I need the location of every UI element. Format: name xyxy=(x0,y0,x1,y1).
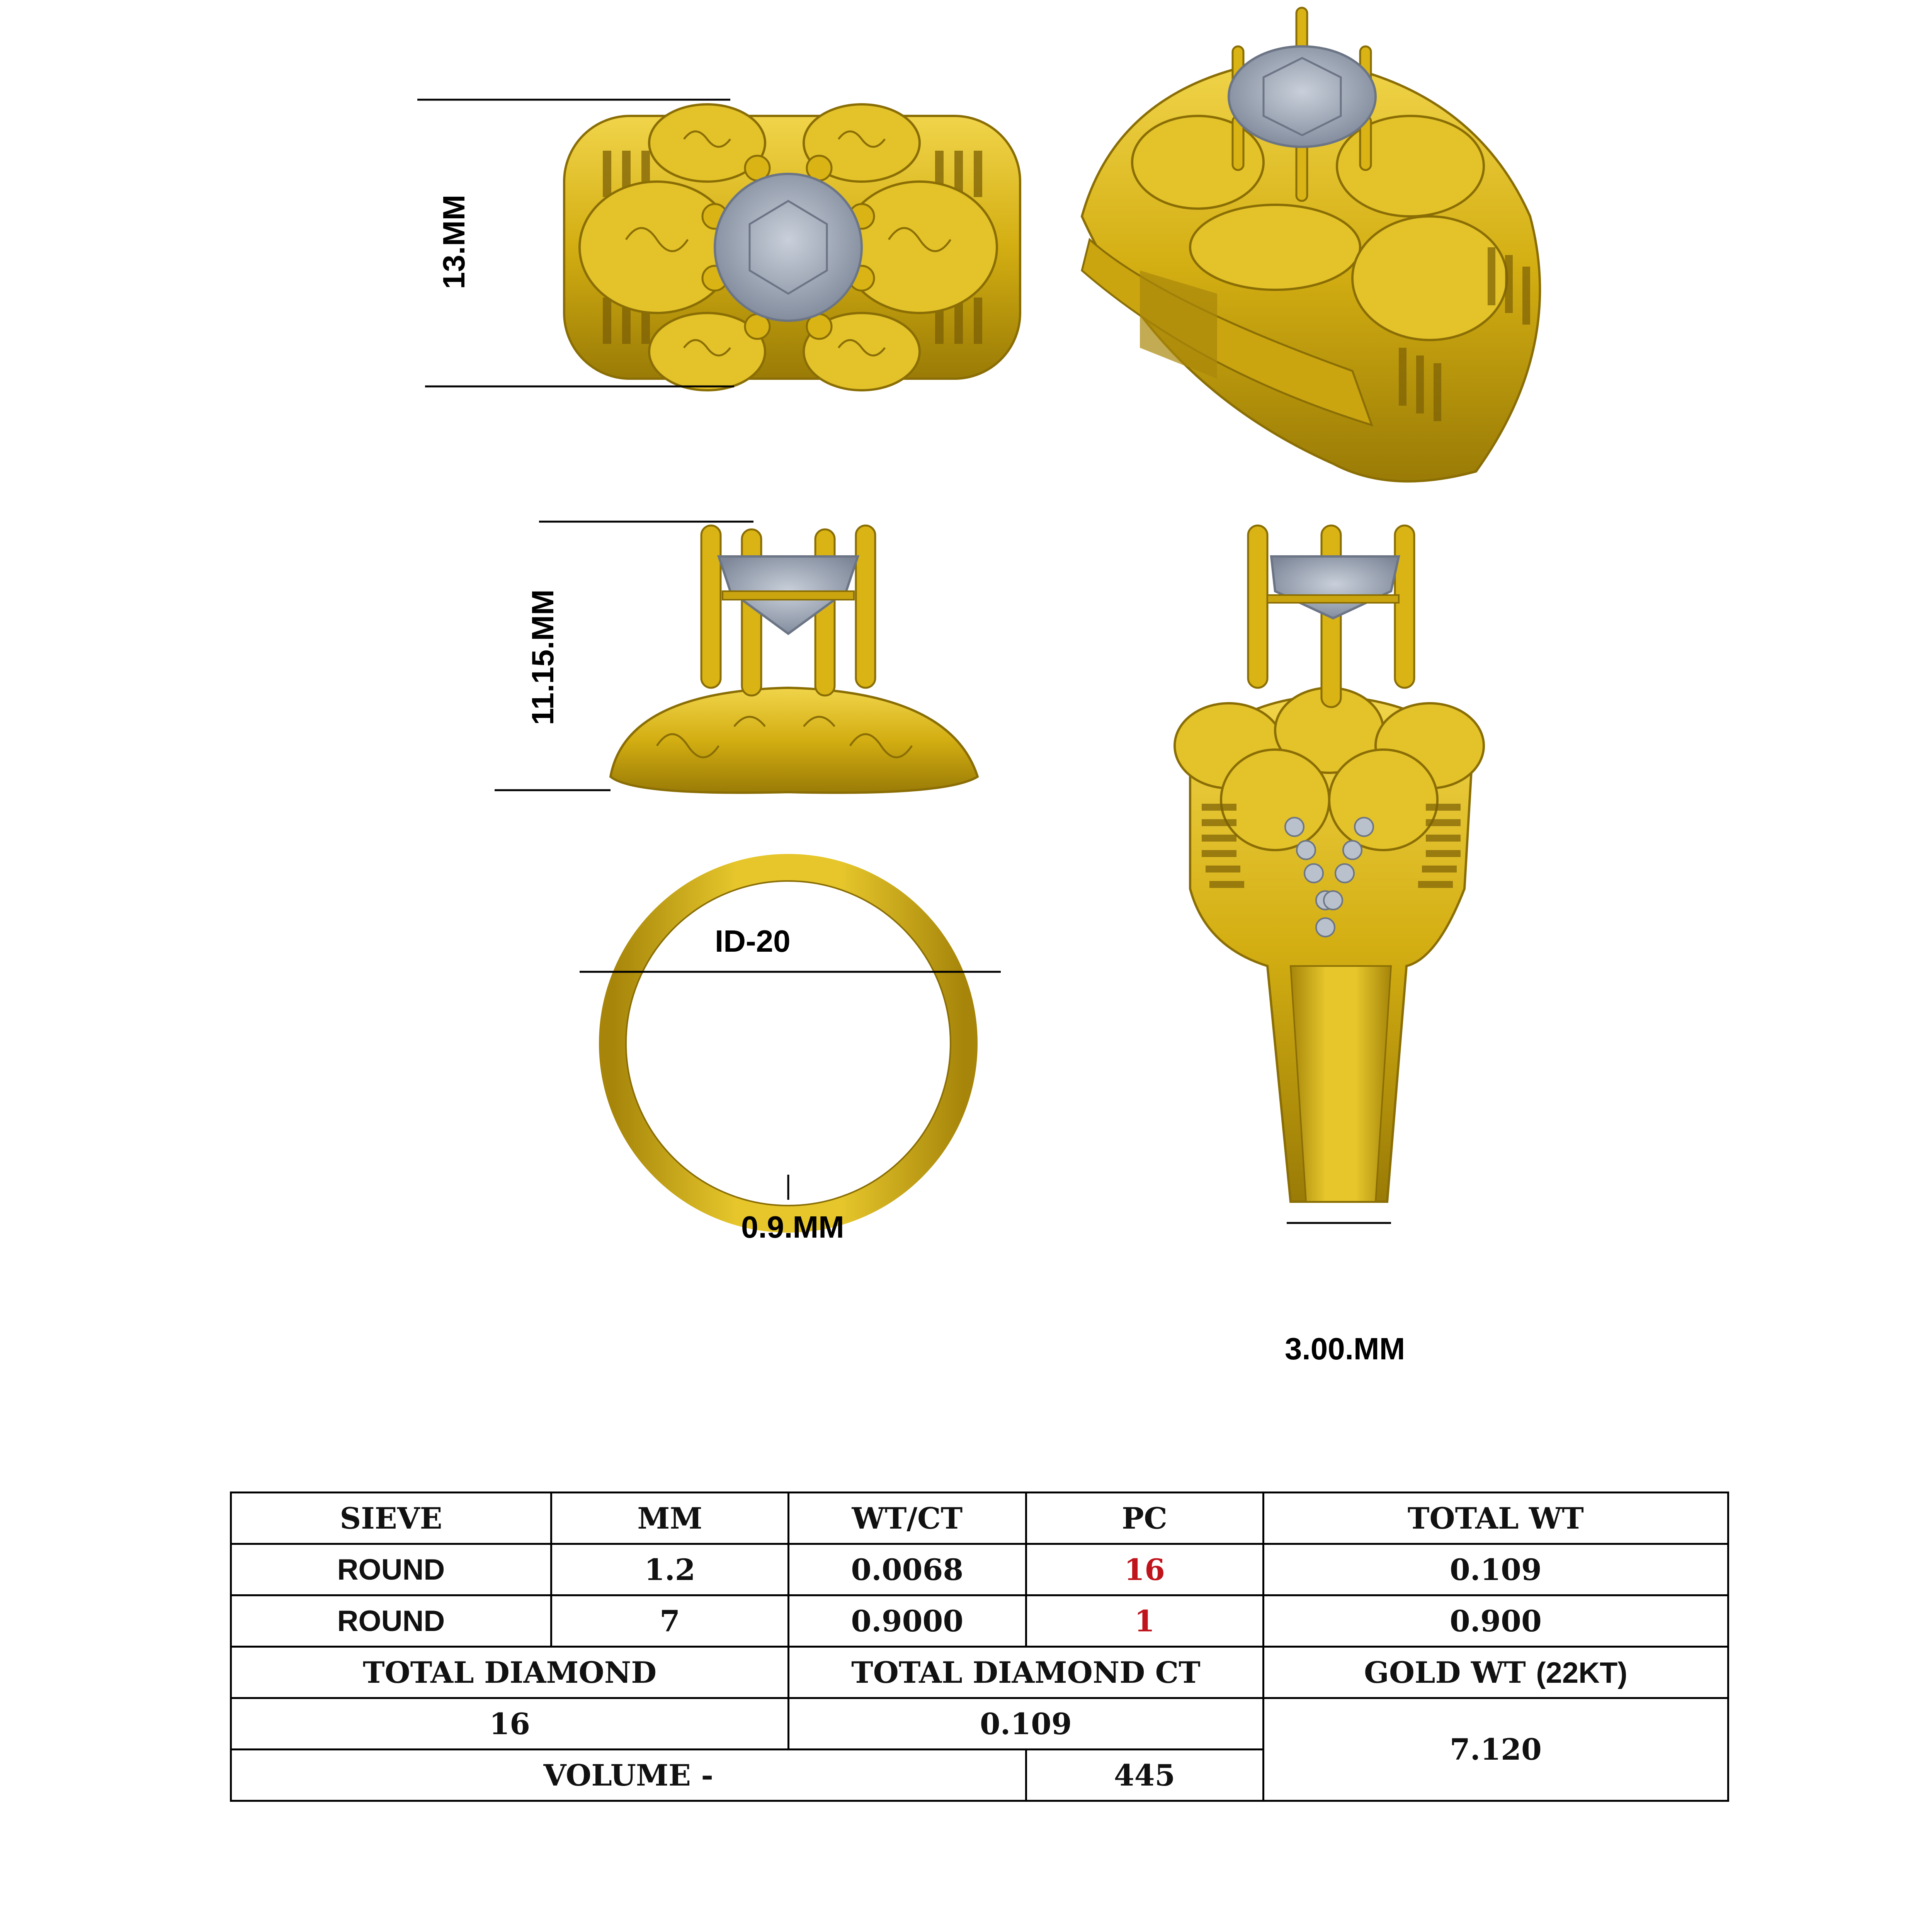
header-pc: PC xyxy=(1026,1493,1263,1544)
cell-pc: 16 xyxy=(1026,1544,1263,1595)
totals-value-row xyxy=(231,1698,1728,1750)
total-diamond-label: TOTAL DIAMOND xyxy=(231,1647,789,1698)
header-total-wt: TOTAL WT xyxy=(1263,1493,1728,1544)
cell-sieve: ROUND xyxy=(231,1595,551,1647)
header-sieve: SIEVE xyxy=(231,1493,551,1544)
dimension-width-label: 13.MM xyxy=(437,194,471,289)
cell-total-wt: 0.900 xyxy=(1263,1595,1728,1647)
cell-total-wt: 0.109 xyxy=(1263,1544,1728,1595)
gold-wt-label: GOLD WT xyxy=(1364,1655,1526,1690)
total-diamond-ct-label: TOTAL DIAMOND CT xyxy=(789,1647,1264,1698)
ring-top-view xyxy=(564,104,1020,390)
totals-header-row xyxy=(231,1647,1728,1698)
dimension-height-label: 11.15.MM xyxy=(526,589,560,725)
total-diamond-ct-value: 0.109 xyxy=(789,1698,1264,1750)
volume-label: VOLUME - xyxy=(231,1750,1026,1801)
volume-value: 445 xyxy=(1026,1750,1263,1801)
header-wt-ct: WT/CT xyxy=(789,1493,1026,1544)
cell-sieve: ROUND xyxy=(231,1544,551,1595)
gold-karat-label: (22KT) xyxy=(1536,1656,1628,1689)
dimension-inner-diameter-label: ID-20 xyxy=(715,924,791,958)
cell-mm: 1.2 xyxy=(551,1544,788,1595)
ring-perspective-view xyxy=(1082,8,1540,481)
specification-table xyxy=(230,1492,1729,1802)
header-mm: MM xyxy=(551,1493,788,1544)
ring-front-view xyxy=(611,526,978,1219)
gold-wt-label-cell xyxy=(1263,1647,1728,1698)
ring-side-view xyxy=(1175,526,1484,1202)
gold-wt-value: 7.120 xyxy=(1263,1698,1728,1801)
cell-mm: 7 xyxy=(551,1595,788,1647)
dimension-thickness-label: 0.9.MM xyxy=(741,1210,844,1244)
cell-wt-ct: 0.9000 xyxy=(789,1595,1026,1647)
table-row xyxy=(231,1544,1728,1595)
total-diamond-value: 16 xyxy=(231,1698,789,1750)
table-header-row xyxy=(231,1493,1728,1544)
cell-pc: 1 xyxy=(1026,1595,1263,1647)
cell-wt-ct: 0.0068 xyxy=(789,1544,1026,1595)
table-row xyxy=(231,1595,1728,1647)
dimension-shank-width-label: 3.00.MM xyxy=(1285,1332,1405,1366)
